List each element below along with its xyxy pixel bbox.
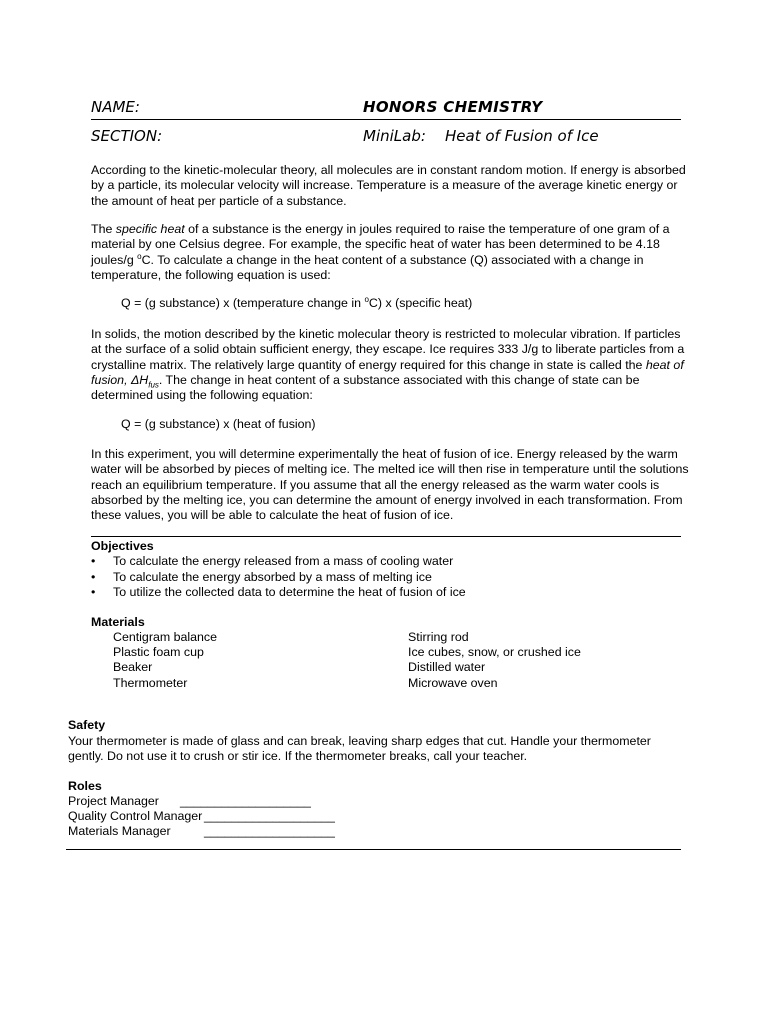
bullet-icon: • bbox=[91, 585, 96, 600]
blank-line[interactable]: ___________________ bbox=[204, 809, 335, 823]
material-item: Stirring rod bbox=[408, 630, 469, 644]
name-label: NAME: bbox=[91, 98, 140, 116]
term-heat-of-fusion: heat of fusion, $\Delta H_{fus}$ bbox=[91, 357, 684, 390]
footer-rule bbox=[66, 849, 681, 850]
role-row-project-manager: Project Manager ___________________ bbox=[68, 794, 311, 808]
intro-paragraph-4: In this experiment, you will determine experimentally the heat of fusion of ice. Energy released by the warm water will be absorbed by pieces of melting ice. The melted ice will then rise in temperature until the solutions reach an equilibrium temperature. If you assume that all the energy released as the warm water cools is absorbed by the melting ice, you can determine the amount of energy involved in each transformation. From these values, you will be able to calculate the heat of fusion of ice. bbox=[91, 447, 689, 523]
blank-line[interactable]: ___________________ bbox=[180, 794, 311, 808]
minilab-label: MiniLab: bbox=[363, 127, 426, 145]
objectives-rule bbox=[91, 536, 681, 537]
safety-text: Your thermometer is made of glass and can break, leaving sharp edges that cut. Handle your thermometer gently. Do not use it to crush or stir ice. If the thermometer breaks, call your teacher. bbox=[68, 734, 651, 764]
materials-left-list bbox=[113, 630, 217, 691]
blank-line[interactable]: ___________________ bbox=[204, 824, 335, 838]
materials-right-list bbox=[408, 630, 581, 691]
equation-heat-of-fusion: Q = (g substance) x (heat of fusion) bbox=[121, 417, 316, 431]
equation-specific-heat: Q = (g substance) x (temperature change in $^o$C) x (specific heat) bbox=[121, 294, 473, 310]
material-item: Distilled water bbox=[408, 660, 486, 675]
role-row-quality-control-manager: Quality Control Manager ___________________ bbox=[68, 809, 335, 823]
header-rule bbox=[91, 119, 681, 120]
roles-list bbox=[68, 794, 335, 839]
course-title: HONORS CHEMISTRY bbox=[363, 98, 543, 116]
bullet-icon: • bbox=[91, 569, 96, 584]
materials-title: Materials bbox=[91, 615, 145, 629]
material-item: Plastic foam cup bbox=[113, 645, 204, 660]
roles-title: Roles bbox=[68, 779, 102, 793]
intro-paragraph-3: In solids, the motion described by the kinetic molecular theory is restricted to molecular vibration. If particles at the surface of a solid obtain sufficient energy, they escape. Ice requires 333 J/g to liberate particles from a crystalline matrix. The relatively large quantity of energy required for this change in state is called the heat of fusion, $\Delta H_{fus}$. The change in heat content of a substance associated with this change of state can be determined using the following equation: bbox=[91, 327, 685, 403]
objective-item: • To calculate the energy absorbed by a mass of melting ice bbox=[91, 569, 432, 584]
objectives-title: Objectives bbox=[91, 539, 154, 553]
section-label: SECTION: bbox=[91, 127, 163, 145]
material-item: Microwave oven bbox=[408, 675, 498, 690]
role-row-materials-manager: Materials Manager ___________________ bbox=[68, 824, 335, 838]
intro-paragraph-1: According to the kinetic-molecular theory, all molecules are in constant random motion. If energy is absorbed by a particle, its molecular velocity will increase. Temperature is a measure of the average kinetic energy or the amount of heat per particle of a substance. bbox=[91, 163, 686, 208]
objectives-list bbox=[91, 554, 466, 601]
bullet-icon: • bbox=[91, 554, 96, 568]
material-item: Centigram balance bbox=[113, 630, 218, 644]
objective-item: • To utilize the collected data to determine the heat of fusion of ice bbox=[91, 585, 466, 600]
material-item: Thermometer bbox=[113, 675, 188, 690]
lab-title: Heat of Fusion of Ice bbox=[445, 127, 599, 145]
safety-title: Safety bbox=[68, 718, 106, 732]
intro-paragraph-2: The specific heat of a substance is the energy in joules required to raise the temperature of one gram of a material by one Celsius degree. For example, the specific heat of water has been determined to be 4.18 joules/g $^o$C. To calculate a change in the heat content of a substance (Q) associated with a change in temperature, the following equation is used: bbox=[91, 222, 670, 282]
material-item: Ice cubes, snow, or crushed ice bbox=[408, 645, 581, 660]
objective-item: • To calculate the energy released from a mass of cooling water bbox=[91, 554, 454, 568]
term-specific-heat: specific heat bbox=[115, 222, 185, 236]
material-item: Beaker bbox=[113, 660, 153, 675]
